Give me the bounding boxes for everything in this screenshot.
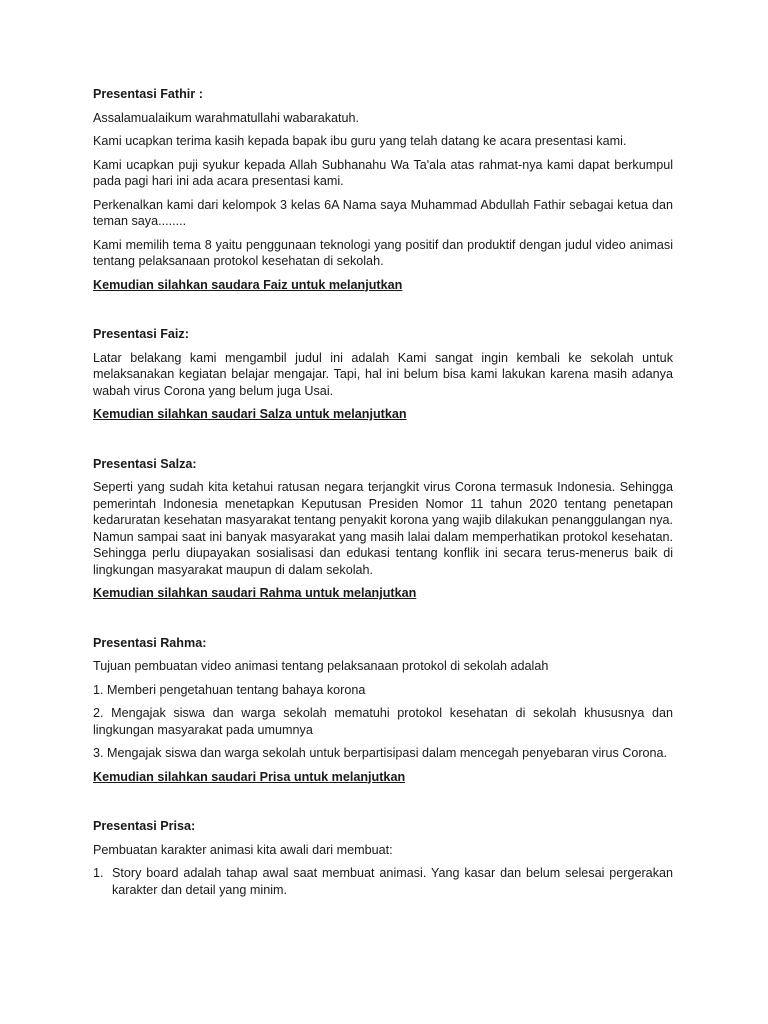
section-salza (93, 456, 673, 602)
section-heading: Presentasi Fathir : (93, 87, 203, 101)
paragraph: Tujuan pembuatan video animasi tentang pelaksanaan protokol di sekolah adalah (93, 659, 549, 673)
transition-line: Kemudian silahkan saudari Salza untuk melanjutkan (93, 407, 407, 421)
list-item-text: Story board adalah tahap awal saat membuat animasi. Yang kasar dan belum selesai pergerakan karakter dan detail yang minim. (112, 866, 673, 897)
paragraph: Pembuatan karakter animasi kita awali dari membuat: (93, 842, 393, 857)
section-fathir (93, 86, 673, 293)
transition-line: Kemudian silahkan saudari Prisa untuk melanjutkan (93, 769, 406, 784)
paragraph: Latar belakang kami mengambil judul ini adalah Kami sangat ingin kembali ke sekolah untuk melaksanakan kegiatan belajar mengajar. Tapi, hal ini belum bisa kami lakukan karena masih adanya wabah virus Corona yang belum juga Usai. (93, 350, 673, 398)
section-heading: Presentasi Salza: (93, 456, 197, 471)
paragraph: Assalamualaikum warahmatullahi wabarakatuh. (93, 110, 359, 125)
list-item: 1. Memberi pengetahuan tentang bahaya korona (93, 682, 366, 697)
section-rahma (93, 635, 673, 786)
transition-line: Kemudian silahkan saudari Rahma untuk melanjutkan (93, 586, 417, 600)
section-faiz (93, 326, 673, 423)
list-item: 2. Mengajak siswa dan warga sekolah mematuhi protokol kesehatan di sekolah khususnya dan lingkungan masyarakat pada umumnya (93, 706, 673, 737)
transition-line: Kemudian silahkan saudara Faiz untuk melanjutkan (93, 277, 403, 292)
section-heading: Presentasi Faiz: (93, 327, 189, 341)
paragraph: Kami ucapkan puji syukur kepada Allah Subhanahu Wa Ta'ala atas rahmat-nya kami dapat berkumpul pada pagi hari ini ada acara presentasi kami. (93, 157, 673, 188)
list-item: 3. Mengajak siswa dan warga sekolah untuk berpartisipasi dalam mencegah penyebaran virus Corona. (93, 746, 668, 760)
section-heading: Presentasi Prisa: (93, 819, 196, 833)
list-number: 1. (93, 866, 104, 880)
paragraph: Kami ucapkan terima kasih kepada bapak ibu guru yang telah datang ke acara presentasi kami. (93, 134, 627, 148)
paragraph: Kami memilih tema 8 yaitu penggunaan teknologi yang positif dan produktif dengan judul video animasi tentang pelaksanaan protokol kesehatan di sekolah. (93, 237, 673, 268)
section-prisa (93, 818, 673, 898)
paragraph: Seperti yang sudah kita ketahui ratusan negara terjangkit virus Corona termasuk Indonesia. Sehingga pemerintah Indonesia menetapkan Keputusan Presiden Nomor 11 tahun 2020 tentang penetapan kedaruratan kesehatan masyarakat tentang penyakit korona yang wajib dilakukan penanggulangan nya. Namun sampai saat ini banyak masyarakat yang masih lalai dalam memperhatikan protokol kesehatan. Sehingga perlu diupayakan sosialisasi dan edukasi tentang konflik ini secara terus-menerus baik di lingkungan masyarakat maupun di dalam sekolah. (93, 480, 673, 577)
paragraph: Perkenalkan kami dari kelompok 3 kelas 6A Nama saya Muhammad Abdullah Fathir sebagai ketua dan teman saya........ (93, 197, 673, 228)
section-heading: Presentasi Rahma: (93, 635, 207, 650)
numbered-list-item (93, 865, 673, 898)
